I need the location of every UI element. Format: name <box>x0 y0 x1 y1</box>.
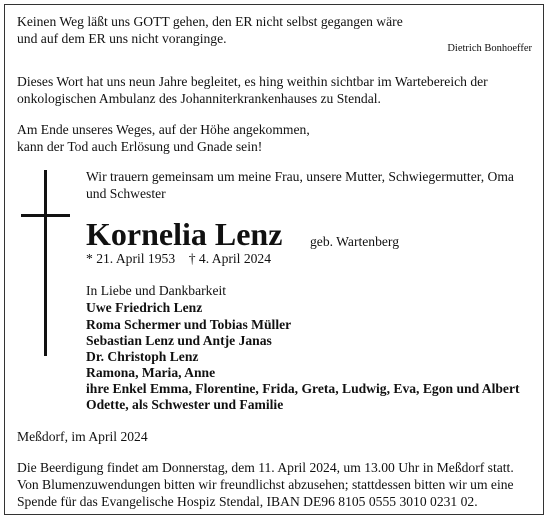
quote-line-1: Keinen Weg läßt uns GOTT gehen, den ER nicht selbst gegangen wäre <box>17 14 403 29</box>
quote-line-2: und auf dem ER uns nicht voranginge. <box>17 31 227 46</box>
deceased-name: Kornelia Lenz <box>86 216 283 252</box>
verse-line-2: kann der Tod auch Erlösung und Gnade sein! <box>17 139 263 154</box>
family-member: Uwe Friedrich Lenz <box>86 300 203 315</box>
family-member: Odette, als Schwester und Familie <box>86 397 284 412</box>
funeral-line-1: Die Beerdigung findet am Donnerstag, dem 11. April 2024, um 13.00 Uhr in Meßdorf statt. <box>17 460 514 475</box>
intro-line-2: onkologischen Ambulanz des Johanniterkrankenhauses zu Stendal. <box>17 91 381 106</box>
family-intro: In Liebe und Dankbarkeit <box>86 283 227 298</box>
family-member: Dr. Christoph Lenz <box>86 349 199 364</box>
intro-line-1: Dieses Wort hat uns neun Jahre begleitet, es hing weithin sichtbar im Wartebereich der <box>17 74 488 89</box>
family-member: Sebastian Lenz und Antje Janas <box>86 333 272 348</box>
life-dates: * 21. April 1953 † 4. April 2024 <box>86 251 272 266</box>
maiden-name: geb. Wartenberg <box>310 234 399 249</box>
quote-author: Dietrich Bonhoeffer <box>447 43 532 54</box>
cross-icon-horizontal <box>21 214 70 217</box>
mourning-line-1: Wir trauern gemeinsam um meine Frau, unsere Mutter, Schwiegermutter, Oma <box>86 169 514 184</box>
family-member: Roma Schermer und Tobias Müller <box>86 317 292 332</box>
funeral-line-2: Von Blumenzuwendungen bitten wir freundlichst abzusehen; stattdessen bitten wir um eine <box>17 477 514 492</box>
mourning-line-2: und Schwester <box>86 186 166 201</box>
family-member: Ramona, Maria, Anne <box>86 365 216 380</box>
funeral-line-3: Spende für das Evangelische Hospiz Stendal, IBAN DE96 8105 0555 3010 0231 02. <box>17 494 478 509</box>
verse-line-1: Am Ende unseres Weges, auf der Höhe angekommen, <box>17 122 310 137</box>
family-member: ihre Enkel Emma, Florentine, Frida, Greta, Ludwig, Eva, Egon und Albert <box>86 381 520 396</box>
place-date: Meßdorf, im April 2024 <box>17 429 148 444</box>
cross-icon-vertical <box>44 170 47 356</box>
